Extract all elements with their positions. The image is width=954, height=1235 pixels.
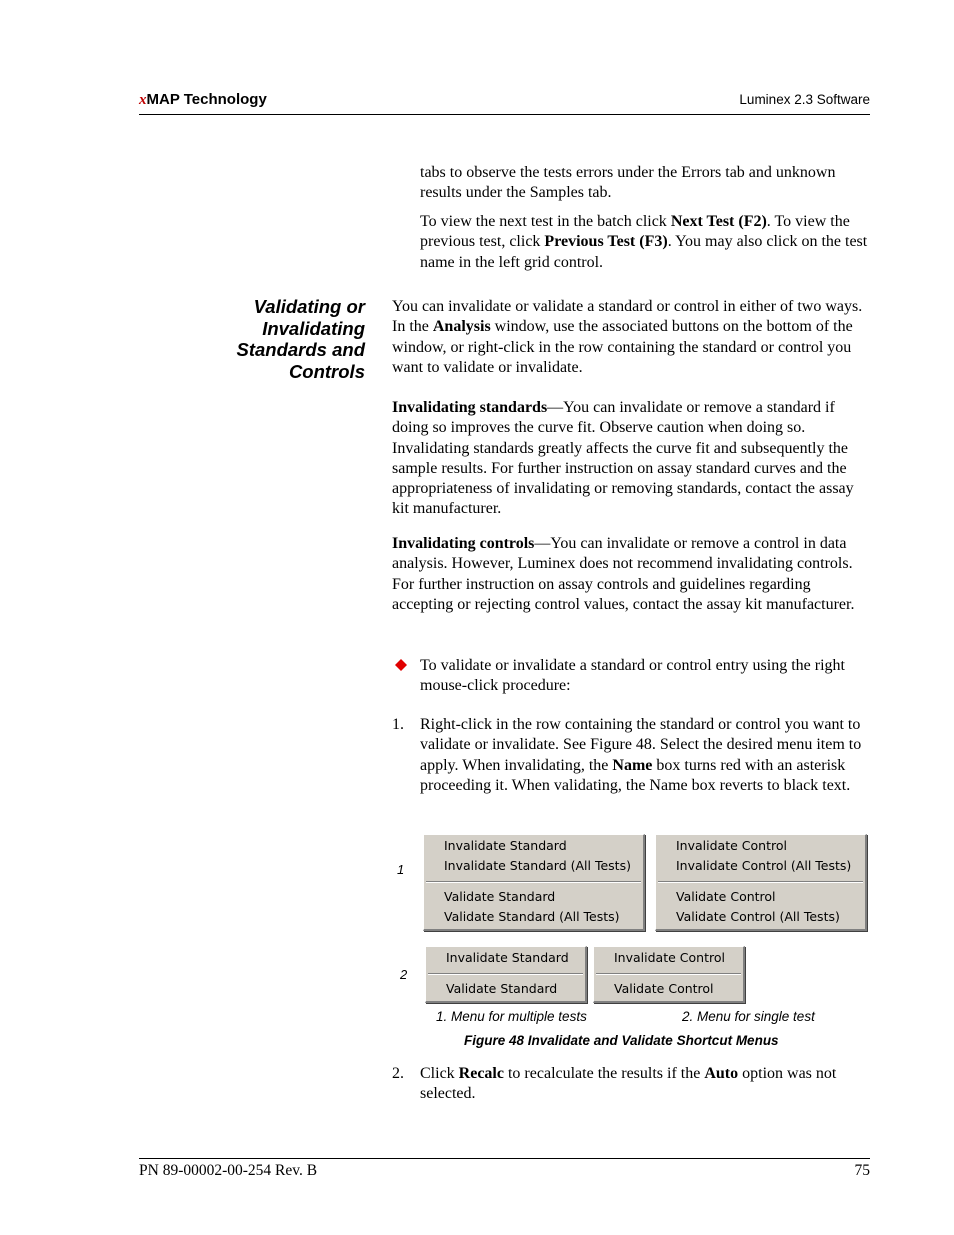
menu-separator bbox=[428, 973, 583, 975]
menu-item-invalidate-standard[interactable]: Invalidate Standard bbox=[446, 950, 569, 965]
page-footer bbox=[139, 1158, 870, 1179]
menu-item-invalidate-control[interactable]: Invalidate Control bbox=[676, 838, 787, 853]
menu-item-validate-standard[interactable]: Validate Standard bbox=[444, 889, 556, 904]
invalidating-controls-paragraph: Invalidating controls—You can invalidate or remove a control in data analysis. However, Luminex does not recommend invalidating controls. For further instruction on assay controls and guidelines regarding accepting or rejecting control values, contact the assay kit manufacturer. bbox=[392, 535, 855, 613]
menu-item-invalidate-standard[interactable]: Invalidate Standard bbox=[444, 838, 567, 853]
step-1-text: Right-click in the row containing the standard or control you want to validate or invalidate. See Figure 48. Select the desired menu item to apply. When invalidating, the Name box turns red with an asterisk proceeding it. When validating, the Name box reverts to black text. bbox=[420, 716, 862, 794]
menu-item-invalidate-control-all[interactable]: Invalidate Control (All Tests) bbox=[676, 858, 852, 873]
menu-item-validate-standard[interactable]: Validate Standard bbox=[446, 981, 558, 996]
intro-paragraph-1: tabs to observe the tests errors under the Errors tab and unknown results under the Samples tab. bbox=[420, 164, 836, 202]
red-diamond-bullet-icon bbox=[395, 659, 407, 671]
menu-separator bbox=[596, 973, 741, 975]
menu-item-validate-control[interactable]: Validate Control bbox=[614, 981, 714, 996]
menu-single-test-standard bbox=[425, 946, 587, 1003]
caption-multiple-tests: 1. Menu for multiple tests bbox=[436, 1009, 587, 1024]
menu-item-validate-control[interactable]: Validate Control bbox=[676, 889, 776, 904]
figure-label-2: 2 bbox=[400, 967, 408, 982]
procedure-bullet-text: To validate or invalidate a standard or control entry using the right mouse-click procedure: bbox=[420, 657, 845, 695]
header-product: xMAP Technology bbox=[139, 91, 267, 108]
part-number: PN 89-00002-00-254 Rev. B bbox=[139, 1162, 318, 1179]
menu-item-validate-control-all[interactable]: Validate Control (All Tests) bbox=[676, 909, 840, 924]
section-paragraph-1: You can invalidate or validate a standard or control in either of two ways. In the Analysis window, use the associated buttons on the bottom of the window, or right-click in the row containing the standard or control you want to validate or invalidate. bbox=[392, 298, 863, 376]
menu-single-test-control bbox=[593, 946, 745, 1003]
figure-title: Figure 48 Invalidate and Validate Shortcut Menus bbox=[464, 1033, 779, 1048]
menu-item-invalidate-control[interactable]: Invalidate Control bbox=[614, 950, 725, 965]
figure-label-1: 1 bbox=[397, 862, 405, 877]
invalidating-standards-paragraph: Invalidating standards—You can invalidate or remove a standard if doing so improves the curve fit. Observe caution when doing so. Invalidating standards greatly affects the curve fit and subsequently the sample results. For further instruction on assay standard curves and the appropriateness of invalidating or removing standards, contact the assay kit manufacturer. bbox=[392, 399, 854, 518]
menu-multiple-tests-standard bbox=[423, 834, 645, 931]
menu-item-invalidate-standard-all[interactable]: Invalidate Standard (All Tests) bbox=[444, 858, 631, 873]
menu-separator bbox=[658, 881, 863, 883]
page-number: 75 bbox=[854, 1162, 870, 1179]
menu-multiple-tests-control bbox=[655, 834, 867, 931]
intro-paragraph-2: To view the next test in the batch click Next Test (F2). To view the previous test, click Previous Test (F3). You may also click on the test name in the left grid control. bbox=[420, 213, 868, 271]
step-2-number: 2. bbox=[392, 1065, 404, 1082]
page-header bbox=[139, 90, 870, 115]
menu-separator bbox=[426, 881, 641, 883]
menu-item-validate-standard-all[interactable]: Validate Standard (All Tests) bbox=[444, 909, 620, 924]
header-software: Luminex 2.3 Software bbox=[739, 92, 870, 107]
step-1-number: 1. bbox=[392, 716, 404, 733]
section-heading: Validating or Invalidating Standards and Controls bbox=[236, 296, 365, 382]
step-2-text: Click Recalc to recalculate the results if the Auto option was not selected. bbox=[420, 1065, 837, 1103]
caption-single-test: 2. Menu for single test bbox=[682, 1009, 815, 1024]
